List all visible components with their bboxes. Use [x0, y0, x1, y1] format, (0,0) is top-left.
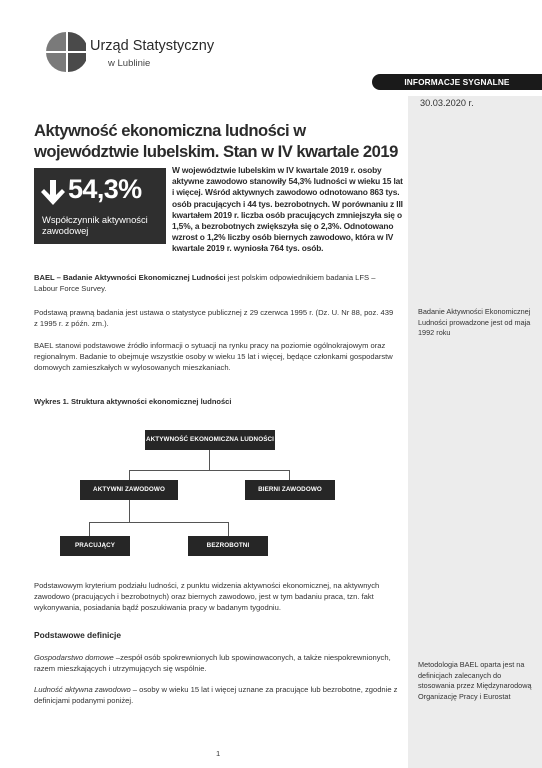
definition-active-term: Ludność aktywna zawodowo [34, 685, 131, 694]
logo [42, 28, 282, 88]
connector-root [209, 450, 210, 470]
chart-title: Wykres 1. Struktura aktywności ekonomicznej ludności [34, 397, 232, 406]
arrow-down-icon [40, 178, 66, 208]
structure-diagram [60, 420, 360, 570]
node-unemployed: BEZROBOTNI [188, 536, 268, 556]
node-root: AKTYWNOŚĆ EKONOMICZNA LUDNOŚCI [145, 430, 275, 450]
connector-active-down [129, 500, 130, 522]
kpi-value: 54,3% [68, 174, 142, 204]
definition-active [34, 684, 399, 706]
legal-basis-paragraph: Podstawą prawną badania jest ustawa o statystyce publicznej z 29 czerwca 1995 r. (Dz. U. Nr 88, poz. 439 z 1995 r. z późn. zm.). [34, 308, 394, 328]
side-note-history: Badanie Aktywności Ekonomicznej Ludności prowadzone jest od maja 1992 roku [418, 307, 531, 337]
page-title: Aktywność ekonomiczna ludności w województwie lubelskim. Stan w IV kwartale 2019 [34, 121, 398, 161]
node-passive: BIERNI ZAWODOWO [245, 480, 335, 500]
side-note-methodology: Metodologia BAEL oparta jest na definicjach zalecanych do stosowania przez Międzynarodową Organizację Pracy i Eurostat [418, 660, 532, 701]
criterion-paragraph: Podstawowym kryterium podziału ludności, z punktu widzenia aktywności ekonomicznej, na aktywnych zawodowo (pracujących i bezrobotnych) oraz biernych zawodowo, jest w tym badaniu praca, tzn. fakt wykonywania, posiadania bądź poszukiwania pracy w badanym tygodniu. [34, 581, 380, 612]
bael-term: BAEL – Badanie Aktywności Ekonomicznej Ludności [34, 273, 226, 282]
org-subtitle: w Lublinie [108, 58, 151, 69]
bael-text: jest polskim odpowiednikiem badania LFS – Labour Force Survey. [34, 273, 376, 293]
connector-unemployed [228, 522, 229, 536]
node-active: AKTYWNI ZAWODOWO [80, 480, 178, 500]
connector-active [129, 470, 130, 480]
definition-active-text: – osoby w wieku 15 lat i więcej uznane za pracujące lub bezrobotne, zgodnie z definicjami podanymi poniżej. [34, 685, 398, 705]
page-number: 1 [216, 749, 221, 758]
bael-paragraph [34, 272, 399, 294]
kpi-label: Współczynnik aktywności zawodowej [42, 214, 148, 236]
connector-level2 [89, 522, 229, 523]
logo-mark-icon [42, 28, 86, 80]
lead-paragraph: W województwie lubelskim w IV kwartale 2019 r. osoby aktywne zawodowo stanowiły 54,3% ludności w wieku 15 lat i więcej. Wśród aktywnych zawodowo odnotowano 863 tys. osób pracujących i 44 tys. bezrobotnych. W porównaniu z III kwartałem 2019 r. liczba osób pracujących zmniejszyła się o 1,5%, a bezrobotnych zwiększyła się o 2,3%. Odnotowano wzrost o 1,2% liczby osób biernych zawodowo, która w IV kwartale 2019 r. wyniosła 764 tys. osób. [172, 165, 403, 254]
info-badge: INFORMACJE SYGNALNE [372, 74, 542, 90]
connector-employed [89, 522, 90, 536]
publication-date: 30.03.2020 r. [420, 98, 474, 108]
connector-passive [289, 470, 290, 480]
definition-household [34, 652, 399, 674]
definitions-heading: Podstawowe definicje [34, 630, 122, 640]
definition-household-term: Gospodarstwo domowe [34, 653, 114, 662]
source-paragraph: BAEL stanowi podstawowe źródło informacji o sytuacji na rynku pracy na poziomie ogólnokrajowym oraz regionalnym. Badanie to obejmuje wszystkie osoby w wieku 15 lat i więcej, będące członkami gospodarstw domowych zamieszkałych w wylosowanych mieszkaniach. [34, 341, 393, 372]
node-employed: PRACUJĄCY [60, 536, 130, 556]
org-name: Urząd Statystyczny [90, 38, 215, 54]
kpi-box [34, 168, 166, 244]
connector-level1 [129, 470, 290, 471]
definition-household-text: –zespół osób spokrewnionych lub spowinowaconych, a także niespokrewnionych, razem mieszkających i utrzymujących się wspólnie. [34, 653, 391, 673]
